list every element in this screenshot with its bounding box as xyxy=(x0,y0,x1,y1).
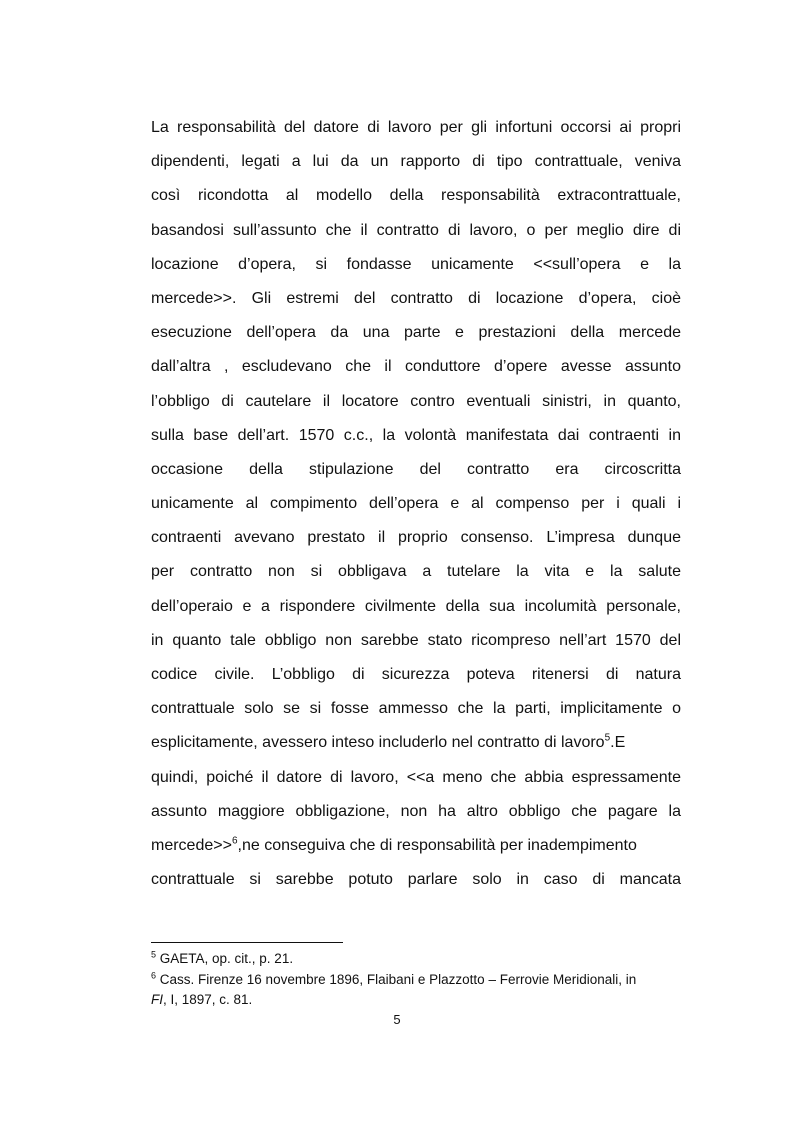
footnote-separator xyxy=(151,942,343,943)
body-line: per contratto non si obbligava a tutelare la vita e la salute xyxy=(151,563,681,581)
page-number: 5 xyxy=(393,1012,401,1027)
body-line: La responsabilità del datore di lavoro per gli infortuni occorsi ai propri xyxy=(151,119,681,136)
footnote-ref-5[interactable]: 5 xyxy=(604,733,611,745)
line-text: .E xyxy=(610,734,626,752)
body-line: contrattuale si sarebbe potuto parlare solo in caso di mancata xyxy=(151,871,681,889)
line-text: esplicitamente, avessero inteso includerlo nel contratto di lavoro xyxy=(151,734,605,752)
body-line xyxy=(151,829,681,863)
body-line: l’obbligo di cautelare il locatore contro eventuali sinistri, in quanto, xyxy=(151,392,681,410)
body-line: assunto maggiore obbligazione, non ha altro obbligo che pagare la xyxy=(151,802,681,820)
body-line: codice civile. L’obbligo di sicurezza poteva ritenersi di natura xyxy=(151,666,681,683)
footnotes xyxy=(151,949,681,1011)
body-line: locazione d’opera, si fondasse unicamente <<sull’opera e la xyxy=(151,255,681,273)
footnote-number: 6 xyxy=(151,970,157,980)
body-line: dell’operaio e a rispondere civilmente della sua incolumità personale, xyxy=(151,597,681,615)
body-line: dipendenti, legati a lui da un rapporto di tipo contrattuale, veniva xyxy=(151,153,681,171)
body-line: unicamente al compimento dell’opera e al compenso per i quali i xyxy=(151,495,681,513)
footnote-ref-6[interactable]: 6 xyxy=(231,835,238,847)
body-line: occasione della stipulazione del contratto era circoscritta xyxy=(151,460,681,478)
body-line: contraenti avevano prestato il proprio consenso. L’impresa dunque xyxy=(151,529,681,547)
body-line: sulla base dell’art. 1570 c.c., la volontà manifestata dai contraenti in xyxy=(151,426,681,444)
body-line: contrattuale solo se si fosse ammesso che la parti, implicitamente o xyxy=(151,700,681,718)
body-line xyxy=(151,726,681,760)
body-line: basandosi sull’assunto che il contratto di lavoro, o per meglio dire di xyxy=(151,221,681,239)
body-line: così ricondotta al modello della responsabilità extracontrattuale, xyxy=(151,187,681,205)
body-line: in quanto tale obbligo non sarebbe stato ricompreso nell’art 1570 del xyxy=(151,631,681,649)
body-text xyxy=(151,111,681,897)
footnote-text: Cass. Firenze 16 novembre 1896, Flaibani e Plazzotto – Ferrovie Meridionali, in xyxy=(156,971,637,987)
footnote-text: GAETA, op. cit., p. 21. xyxy=(156,951,294,966)
footnote-6-continuation xyxy=(151,990,681,1011)
line-text: mercede>> xyxy=(151,836,232,854)
body-line: esecuzione dell’opera da una parte e prestazioni della mercede xyxy=(151,324,681,342)
body-line: quindi, poiché il datore di lavoro, <<a meno che abbia espressamente xyxy=(151,768,681,786)
line-text: ,ne conseguiva che di responsabilità per inadempimento xyxy=(237,836,637,854)
footnote-text: , I, 1897, c. 81. xyxy=(163,992,253,1007)
footnote-5 xyxy=(151,949,681,970)
footnote-6 xyxy=(151,970,681,991)
body-line: mercede>>. Gli estremi del contratto di locazione d’opera, cioè xyxy=(151,289,681,307)
journal-abbrev: FI xyxy=(151,992,163,1007)
body-line: dall’altra , escludevano che il conduttore d’opere avesse assunto xyxy=(151,358,681,376)
footnote-number: 5 xyxy=(151,949,157,960)
